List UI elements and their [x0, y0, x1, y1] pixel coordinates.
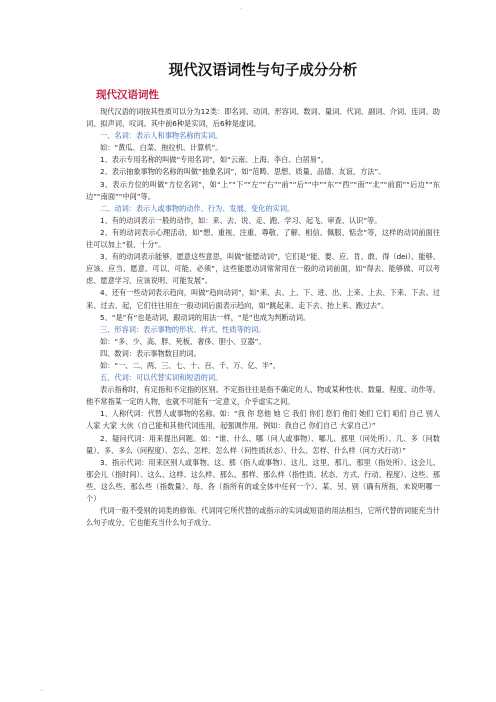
- body-paragraph: 3、指示代词：用来区别人或事物。这、那（指人或事物）、这儿、这里、那儿、那里（指处所）、这会儿、那会儿（指时间）、这么、这样、这么样、那么、那样、那么样（指性质、状态、方式、行动、程度）、这些、那些、这么些、那么些（指数量）、每、各（指所有的或全体中任何一个）、某、另、别（确有所指，未说明哪一个）: [86, 457, 440, 503]
- header-mark: .: [240, 4, 242, 11]
- body-paragraph: 四、数词：表示事物数目的词。: [100, 348, 201, 358]
- subheading-paragraph: 二、动词：表示人或事物的动作、行为、发展、变化的实词。: [100, 203, 295, 213]
- section-heading: 现代汉语词性: [96, 89, 159, 101]
- body-paragraph: 1、人称代词：代替人或事物的名称。如：“我 你 您他 她 它 我们 你们 您们 他们 她们 它们 咱们 自己 别人 人家 大家 大伙（自己能和其他代词连用，起强调作用。例如：我自己 你们自己 大家自己）”: [86, 409, 440, 431]
- document-body: [86, 106, 440, 529]
- subheading-paragraph: 一、名词：表示人和事物名称的实词。: [100, 131, 223, 141]
- body-paragraph: 4、还有一些动词表示趋向，叫做“趋向动词”，如“来、去、上、下、进、出、上来、上去、下来、下去、过来、过去、起，它们往往用在一般动词后面表示趋向，如“跳起来、走下去、抬上来、跑过去”。: [86, 288, 440, 310]
- body-paragraph: 现代汉语的词按其性质可以分为12类：即名词、动词、形容词、数词、量词、代词、副词、介词、连词、助词、拟声词、叹词。其中前6种是实词，后6种是虚词。: [86, 107, 440, 129]
- body-paragraph: 2、疑问代词：用来提出问题。如：“谁、什么、哪（问人或事物）、哪儿、那里（问处所）、几、多（问数量）、多、多么（问程度）、怎么、怎样、怎么样（问性质状态）、什么、怎样、什么样（问方式行动）”: [86, 433, 440, 455]
- body-paragraph: 1、表示专用名称的叫做“专用名词”，如“云南、上海、李白、白居易”。: [100, 155, 328, 165]
- footer-mark: ..: [40, 686, 44, 693]
- body-paragraph: 3、表示方位的叫做“方位名词”，如“上”“下”“左”“右”“前”“后”“中”“东”“西”“南”“北”“前面”“后边”“东边”“南面”“中间”等。: [86, 179, 440, 201]
- document-title: 现代汉语词性与句子成分分析: [168, 63, 358, 79]
- subheading-paragraph: 五、代词：可以代替实词和短语的词。: [100, 373, 223, 383]
- body-paragraph: 如：“一、二、两、三、七、十、百、千、万、亿、半”。: [100, 360, 280, 370]
- body-paragraph: 1、有的动词表示一般的动作，如：来、去、说、走、跑、学习、起飞、审查、认识”等。: [100, 215, 382, 225]
- body-paragraph: 表示指称时，有定指和不定指的区别。不定指往往是指不确定的人、物或某种性状、数量、程度、动作等。他不常指某一定的人物，也就不可能有一定意义，介乎虚实之间。: [86, 385, 440, 407]
- subheading-paragraph: 三、形容词：表示事物的形状、样式、性质等的词。: [100, 324, 266, 334]
- body-paragraph: 2、表示抽象事物的名称的叫做“抽象名词”，如“范畴、思想、质量、品德、友谊、方法”。: [100, 167, 386, 177]
- body-paragraph: 如：“黄瓜、白菜、拖拉机、计算机”。: [100, 143, 223, 153]
- body-paragraph: 代词一般不受别的词类的修饰。代词同它所代替的或指示的实词或短语的用法相当，它所代替的词能充当什么句子成分，它也能充当什么句子成分。: [86, 506, 440, 528]
- body-paragraph: 如：“多、少、高、胖、死板、奢侈、胆小、豆器”。: [100, 336, 266, 346]
- document-page: [86, 62, 440, 529]
- body-paragraph: 2、有的动词表示心理活动，如“想、重视、注重、尊敬、了解、相信、佩服、惦念”等，这样的动词前面往往可以加上“很、十分”。: [86, 227, 440, 250]
- body-paragraph: 5、“是”有“也是动词，跟动词的用法一样，“是”也成为判断动词。: [100, 312, 311, 322]
- body-paragraph: 3、有的动词表示能够、愿意这些意思，叫做“能愿动词”，它们是“能、要、应、肯、敢、得（dei）、能够、应该、应当、愿意、可以、可能、必须”，这些能愿动词常常用在一般的动词前面，如“得去、能够做、可以考虑、愿意学习、应该说明、可能发展”。: [86, 252, 440, 286]
